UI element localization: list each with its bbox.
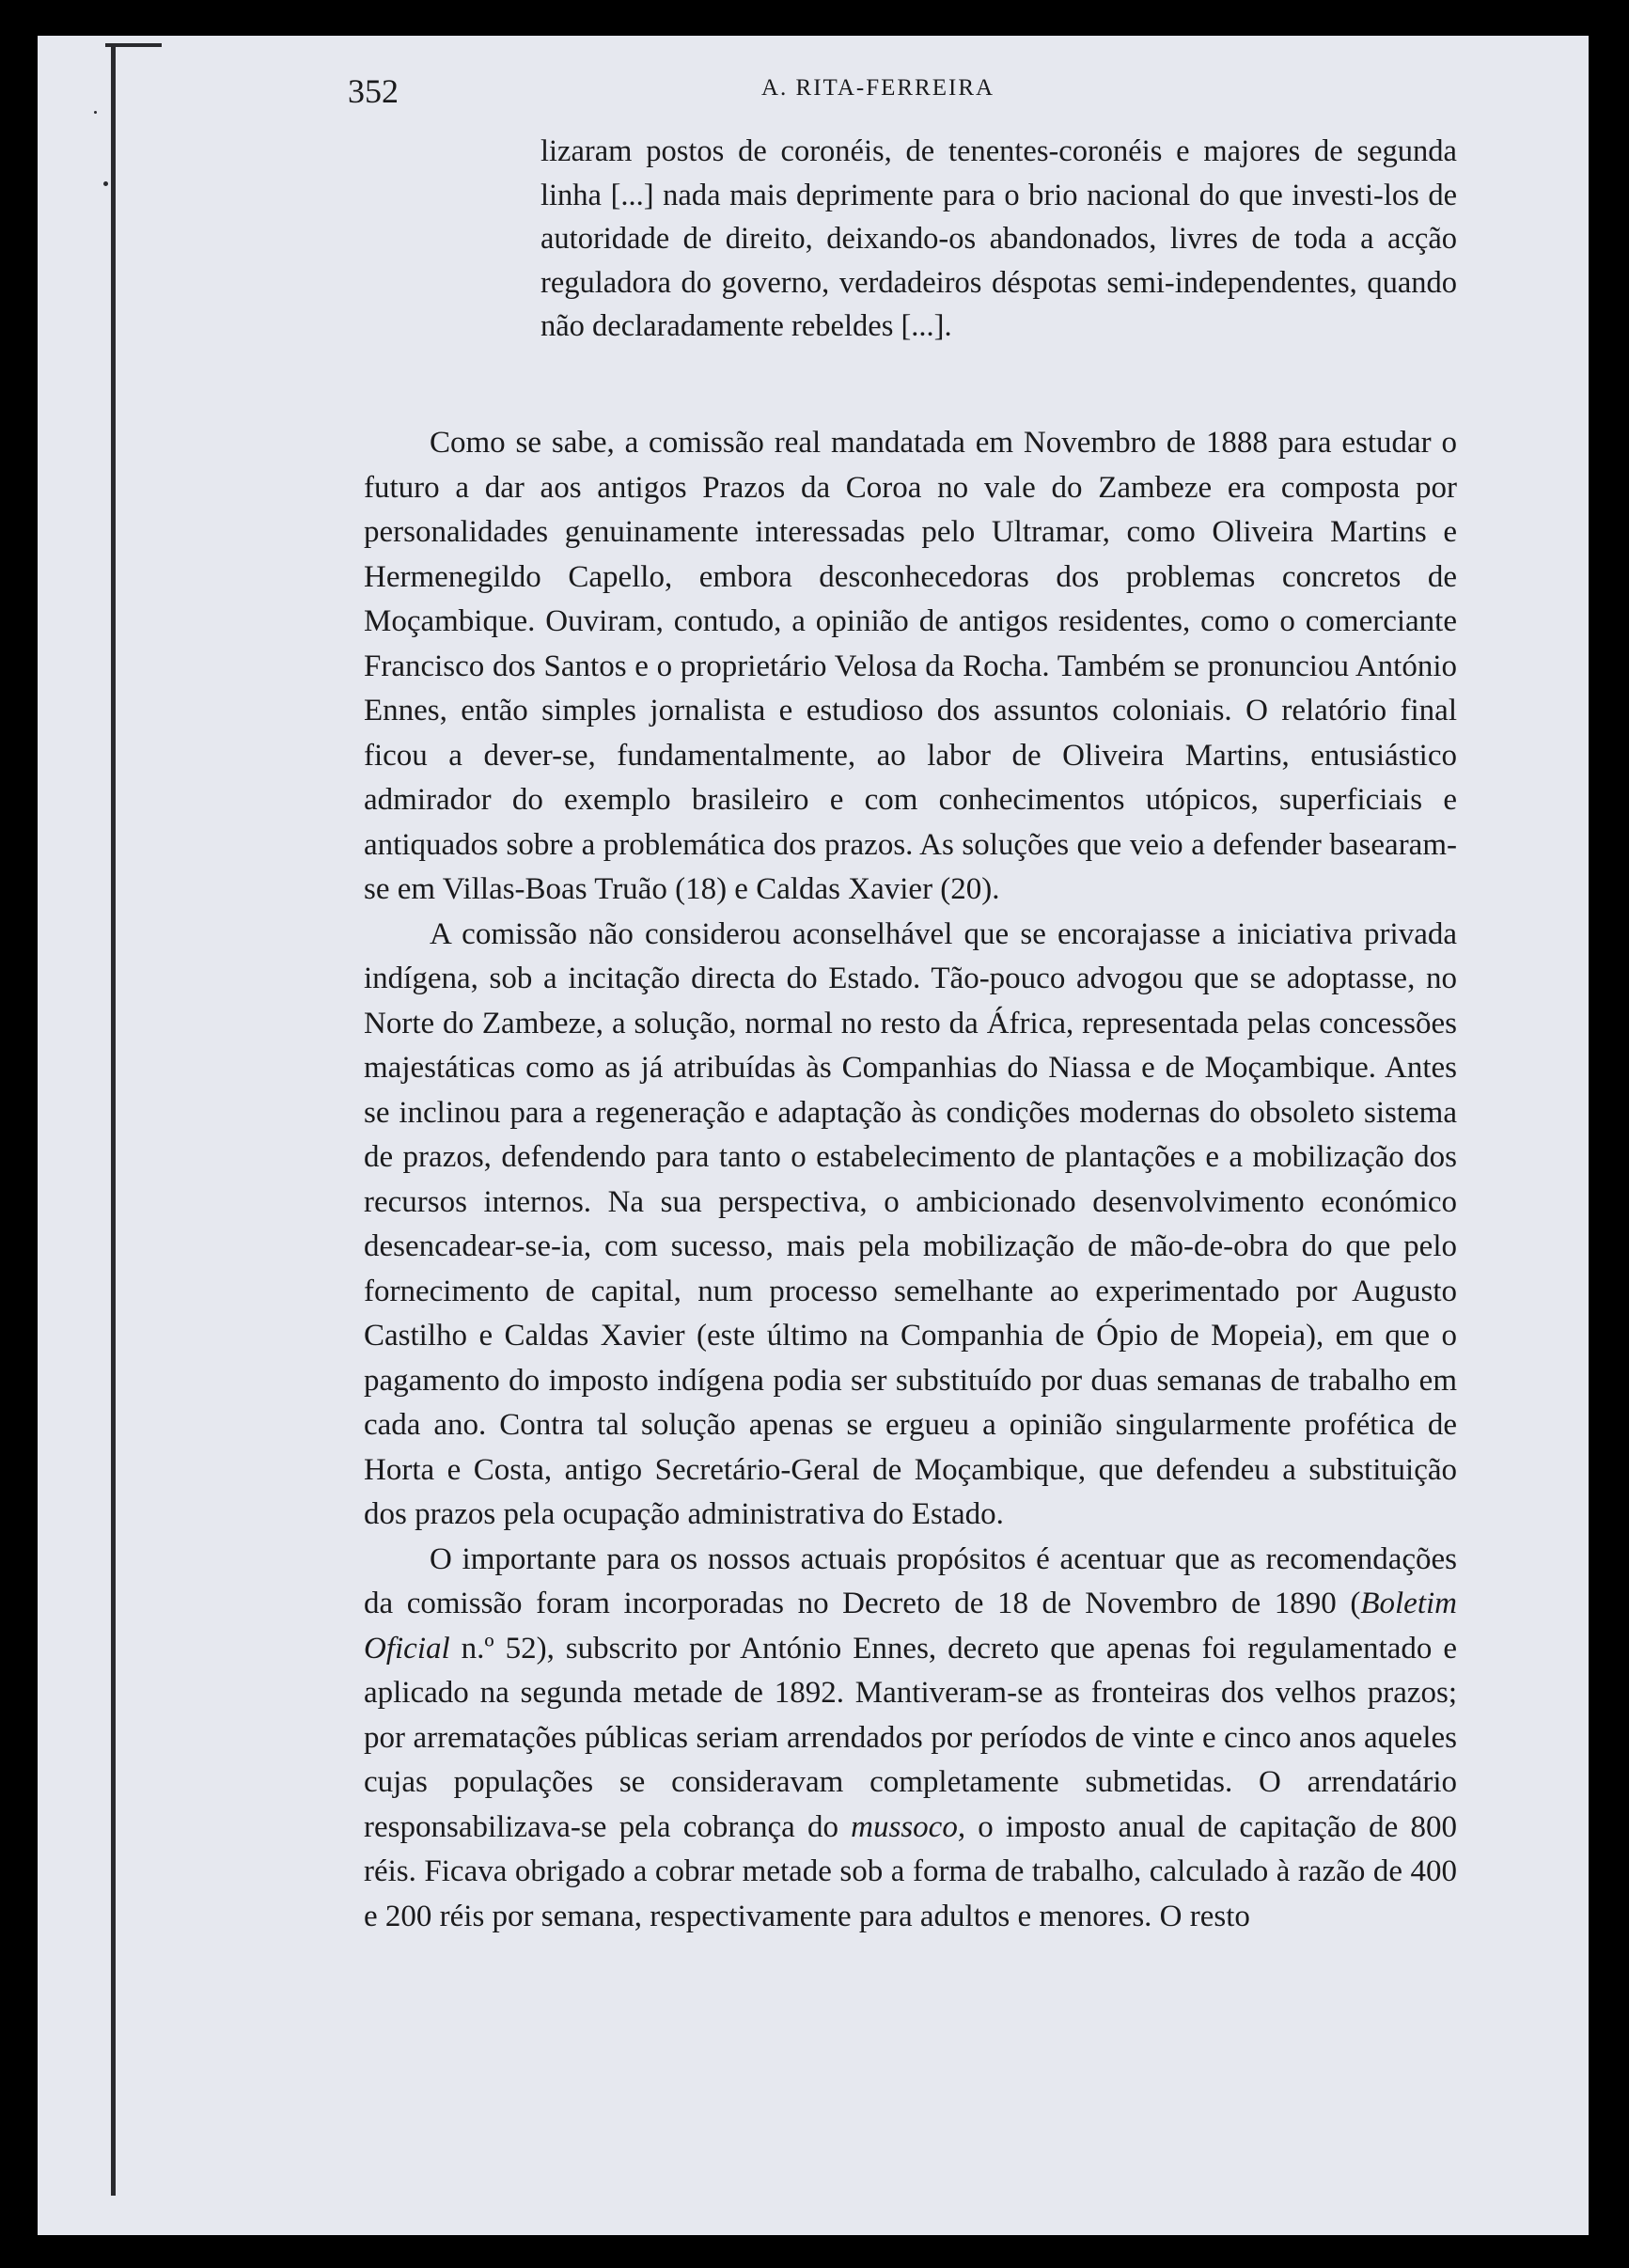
binding-edge-corner [105, 43, 162, 47]
paragraph-text: o imposto anual de capitação de 800 réis. Ficava obrigado a cobrar metade sob a forma de trabalho, calculado à razão de 400 e 200 réis por semana, respectivamente para adultos e menores. O resto [364, 1809, 1457, 1933]
binding-edge-line [111, 43, 116, 2196]
paragraph-text: O importante para os nossos actuais propósitos é acentuar que as recomendações da comissão foram incorporadas no Decreto de 18 de Novembro de 1890 ( [364, 1541, 1457, 1620]
scan-speck [103, 181, 108, 186]
paragraph-text: Como se sabe, a comissão real mandatada em Novembro de 1888 para estudar o futuro a dar aos antigos Prazos da Coroa no vale do Zambeze era composta por personalidades genuinamente interessadas pelo Ultramar, como Oliveira Martins e Hermenegildo Capello, embora desconhecedoras dos problemas concretos de Moçambique. Ouviram, contudo, a opinião de antigos residentes, como o comerciante Francisco dos Santos e o proprietário Velosa da Rocha. Também se pronunciou António Ennes, então simples jornalista e estudioso dos assuntos coloniais. O relatório final ficou a dever-se, fundamentalmente, ao labor de Oliveira Martins, entusiástico admirador do exemplo brasileiro e com conhecimentos utópicos, superficiais e antiquados sobre a problemática dos prazos. As soluções que veio a defender basearam-se em Villas-Boas Truão (18) e Caldas Xavier (20). [364, 426, 1457, 906]
block-quote: lizaram postos de coronéis, de tenentes-coronéis e majores de segunda linha [...] nada mais deprimente para o brio nacional do que investi-los de autoridade de direito, deixando-os abandonados, livres de toda a acção reguladora do governo, verdadeiros déspotas semi-independentes, quando não declaradamente rebeldes [...]. [540, 134, 1457, 343]
running-head: A. RITA-FERREIRA [761, 75, 995, 101]
page-number: 352 [348, 72, 399, 110]
paragraph [364, 421, 1457, 913]
scanned-page [38, 36, 1589, 2235]
italic-title: Boletim Oficial [364, 1587, 1457, 1666]
scan-speck [94, 111, 97, 114]
body-text [364, 421, 1457, 1939]
paragraph [364, 913, 1457, 1538]
italic-term: mussoco, [851, 1809, 966, 1844]
paragraph-text: A comissão não considerou aconselhável que se encorajasse a iniciativa privada indígena, sob a incitação directa do Estado. Tão-pouco advogou que se adoptasse, no Norte do Zambeze, a solução, normal no resto da África, representada pelas concessões majestáticas como as já atribuídas às Companhias do Niassa e de Moçambique. Antes se inclinou para a regeneração e adaptação às condições modernas do obsoleto sistema de prazos, defendendo para tanto o estabelecimento de plantações e a mobilização dos recursos internos. Na sua perspectiva, o ambicionado desenvolvimento económico desencadear-se-ia, com sucesso, mais pela mobilização de mão-de-obra do que pelo fornecimento de capital, num processo semelhante ao experimentado por Augusto Castilho e Caldas Xavier (este último na Companhia de Ópio de Mopeia), em que o pagamento do imposto indígena podia ser substituído por duas semanas de trabalho em cada ano. Contra tal solução apenas se ergueu a opinião singularmente profética de Horta e Costa, antigo Secretário-Geral de Moçambique, que defendeu a substituição dos prazos pela ocupação administrativa do Estado. [364, 916, 1457, 1531]
paragraph [364, 1538, 1457, 1940]
paragraph-text: n.º 52), subscrito por António Ennes, decreto que apenas foi regulamentado e aplicado na segunda metade de 1892. Mantiveram-se as fronteiras dos velhos prazos; por arrematações públicas seriam arrendados por períodos de vinte e cinco anos aqueles cujas populações se consideravam completamente submetidas. O arrendatário responsabilizava-se pela cobrança do [364, 1631, 1457, 1844]
